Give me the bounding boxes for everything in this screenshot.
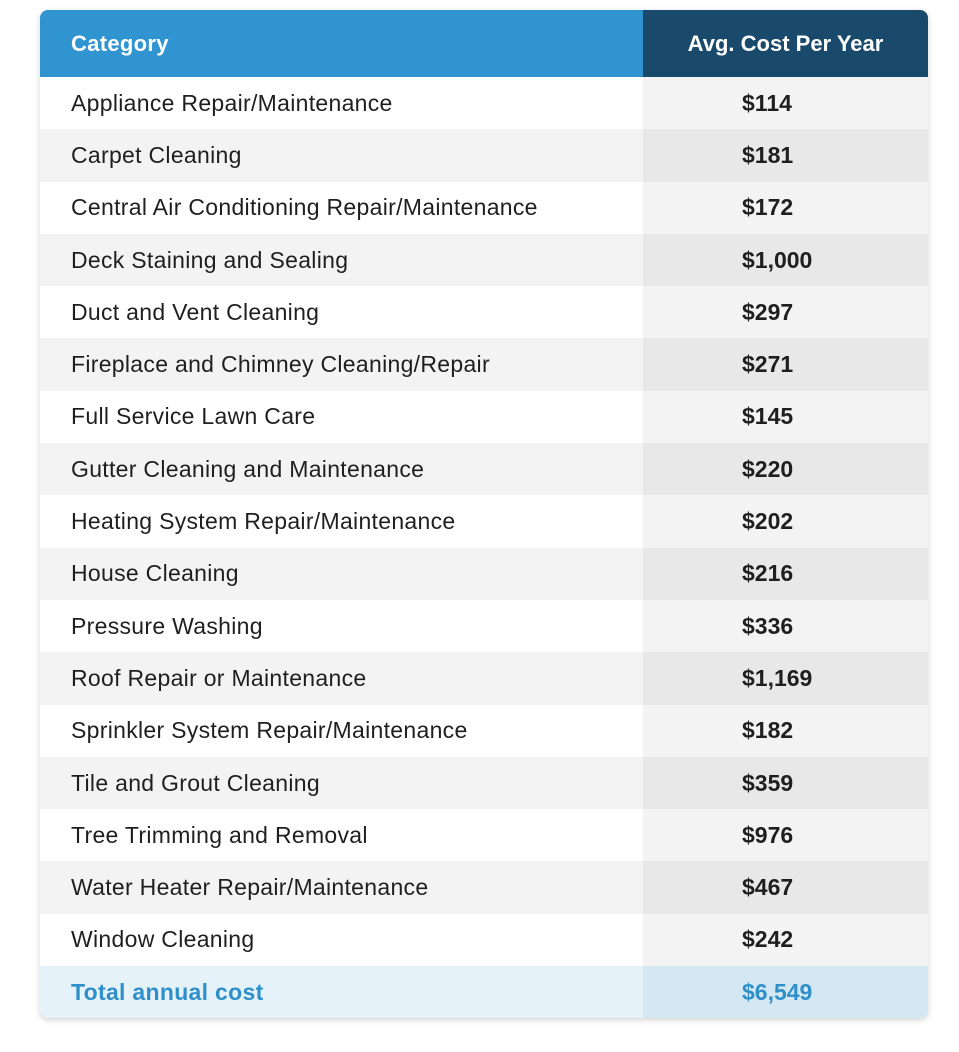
table-row: [40, 914, 928, 966]
table-row: [40, 286, 928, 338]
category-cell: Pressure Washing: [40, 600, 643, 652]
category-cell: Roof Repair or Maintenance: [40, 652, 643, 704]
cost-cell: $216: [643, 548, 928, 600]
table-header: [40, 10, 928, 77]
cost-cell: $467: [643, 861, 928, 913]
cost-cell: $271: [643, 338, 928, 390]
cost-cell: $297: [643, 286, 928, 338]
table-row: [40, 182, 928, 234]
category-cell: Carpet Cleaning: [40, 129, 643, 181]
category-cell: Fireplace and Chimney Cleaning/Repair: [40, 338, 643, 390]
table-row: [40, 861, 928, 913]
header-cost: Avg. Cost Per Year: [643, 10, 928, 77]
cost-cell: $242: [643, 914, 928, 966]
cost-cell: $359: [643, 757, 928, 809]
table-row: [40, 548, 928, 600]
total-row: [40, 966, 928, 1018]
cost-cell: $220: [643, 443, 928, 495]
cost-cell: $181: [643, 129, 928, 181]
category-cell: Central Air Conditioning Repair/Maintenance: [40, 182, 643, 234]
table-row: [40, 495, 928, 547]
category-cell: Window Cleaning: [40, 914, 643, 966]
category-cell: Full Service Lawn Care: [40, 391, 643, 443]
header-category: Category: [40, 10, 643, 77]
table-row: [40, 77, 928, 129]
table-row: [40, 600, 928, 652]
table-row: [40, 652, 928, 704]
cost-cell: $336: [643, 600, 928, 652]
table-row: [40, 338, 928, 390]
category-cell: Gutter Cleaning and Maintenance: [40, 443, 643, 495]
table-row: [40, 757, 928, 809]
table-row: [40, 705, 928, 757]
cost-cell: $976: [643, 809, 928, 861]
total-label: Total annual cost: [40, 966, 643, 1018]
cost-cell: $1,169: [643, 652, 928, 704]
category-cell: House Cleaning: [40, 548, 643, 600]
category-cell: Appliance Repair/Maintenance: [40, 77, 643, 129]
total-cost: $6,549: [643, 966, 928, 1018]
category-cell: Heating System Repair/Maintenance: [40, 495, 643, 547]
cost-cell: $202: [643, 495, 928, 547]
cost-cell: $172: [643, 182, 928, 234]
cost-table: [40, 10, 928, 1018]
category-cell: Tree Trimming and Removal: [40, 809, 643, 861]
category-cell: Sprinkler System Repair/Maintenance: [40, 705, 643, 757]
category-cell: Water Heater Repair/Maintenance: [40, 861, 643, 913]
table-row: [40, 809, 928, 861]
table-row: [40, 234, 928, 286]
category-cell: Duct and Vent Cleaning: [40, 286, 643, 338]
cost-cell: $114: [643, 77, 928, 129]
cost-cell: $182: [643, 705, 928, 757]
table-row: [40, 443, 928, 495]
table-row: [40, 129, 928, 181]
cost-cell: $1,000: [643, 234, 928, 286]
category-cell: Deck Staining and Sealing: [40, 234, 643, 286]
table-row: [40, 391, 928, 443]
cost-cell: $145: [643, 391, 928, 443]
category-cell: Tile and Grout Cleaning: [40, 757, 643, 809]
